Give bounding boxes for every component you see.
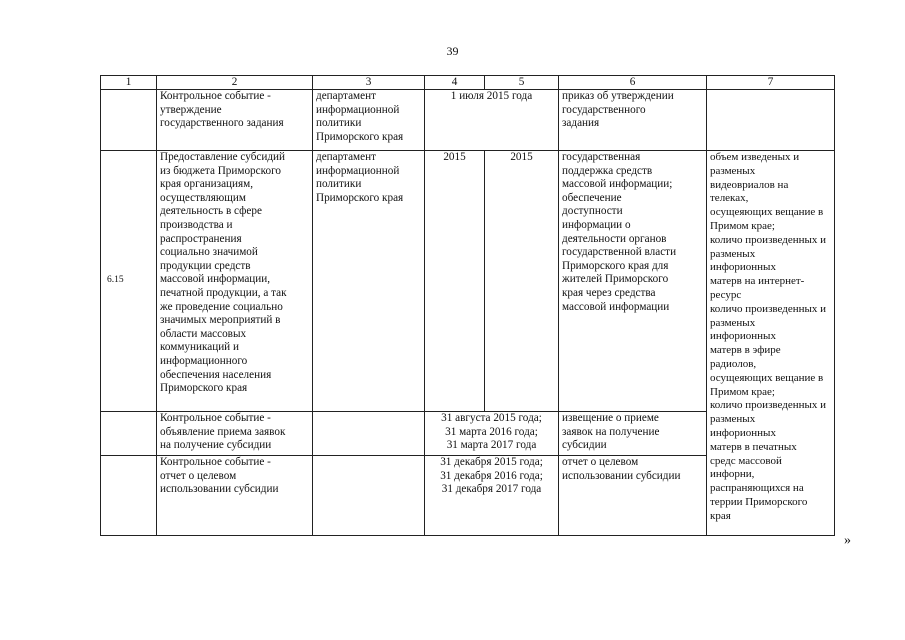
header-cell-4: 4 [425,76,485,90]
table-row-control-approval [101,90,835,151]
header-cell-3: 3 [313,76,425,90]
event-cell: Контрольное событие - утверждение государственного задания [157,90,313,151]
header-cell-6: 6 [559,76,707,90]
indicators-cell: объем изведеных и разменых видеовриалов на телеках, осущеяющих вещание в Примом крае; количо произведенных и разменых инфорионных матерв на интернет- ресурс количо произведенных и разменых инфорионных матерв в эфире радиолов, осущеяющих вещание в Примом крае; количо произведенных и разменых инфорионных матерв в печатных средс массовой инфорни, распраняющихся на террии Приморского края [707,151,835,536]
responsible-cell [313,412,425,456]
header-cell-2: 2 [157,76,313,90]
indicator-cell [707,90,835,151]
start-year-cell: 2015 [425,151,485,412]
row-number-cell [101,456,157,536]
end-year-cell: 2015 [485,151,559,412]
activity-cell: Предоставление субсидий из бюджета Приморского края организациям, осуществляющим деятельность в сфере производства и распространения социально значимой продукции средств массовой информации, печатной продукции, а так же проведение социально значимых мероприятий в области массовых коммуникаций и информационного обеспечения населения Приморского края [157,151,313,412]
header-cell-1: 1 [101,76,157,90]
row-number-cell [101,412,157,456]
date-cell: 31 августа 2015 года; 31 марта 2016 года; 31 марта 2017 года [425,412,559,456]
responsible-cell: департамент информационной политики Приморского края [313,90,425,151]
responsible-cell [313,456,425,536]
header-cell-7: 7 [707,76,835,90]
page-number: 39 [446,44,459,58]
row-number-cell [101,90,157,151]
result-cell: государственная поддержка средств массовой информации; обеспечение доступности информации о деятельности органов государственной власти Приморского края для жителей Приморского края через средства массовой информации [559,151,707,412]
event-cell: Контрольное событие - отчет о целевом использовании субсидии [157,456,313,536]
table-row-subsidies [101,151,835,412]
result-cell: отчет о целевом использовании субсидии [559,456,707,536]
activity-plan-table [100,75,835,536]
header-row [101,76,835,90]
header-cell-5: 5 [485,76,559,90]
closing-quote-mark: » [844,533,851,548]
event-cell: Контрольное событие - объявление приема заявок на получение субсидии [157,412,313,456]
responsible-cell: департамент информационной политики Приморского края [313,151,425,412]
result-cell: извещение о приеме заявок на получение субсидии [559,412,707,456]
date-cell: 1 июля 2015 года [425,90,559,151]
result-cell: приказ об утверждении государственного задания [559,90,707,151]
date-cell: 31 декабря 2015 года; 31 декабря 2016 года; 31 декабря 2017 года [425,456,559,536]
row-number-cell: 6.15 [101,151,157,412]
